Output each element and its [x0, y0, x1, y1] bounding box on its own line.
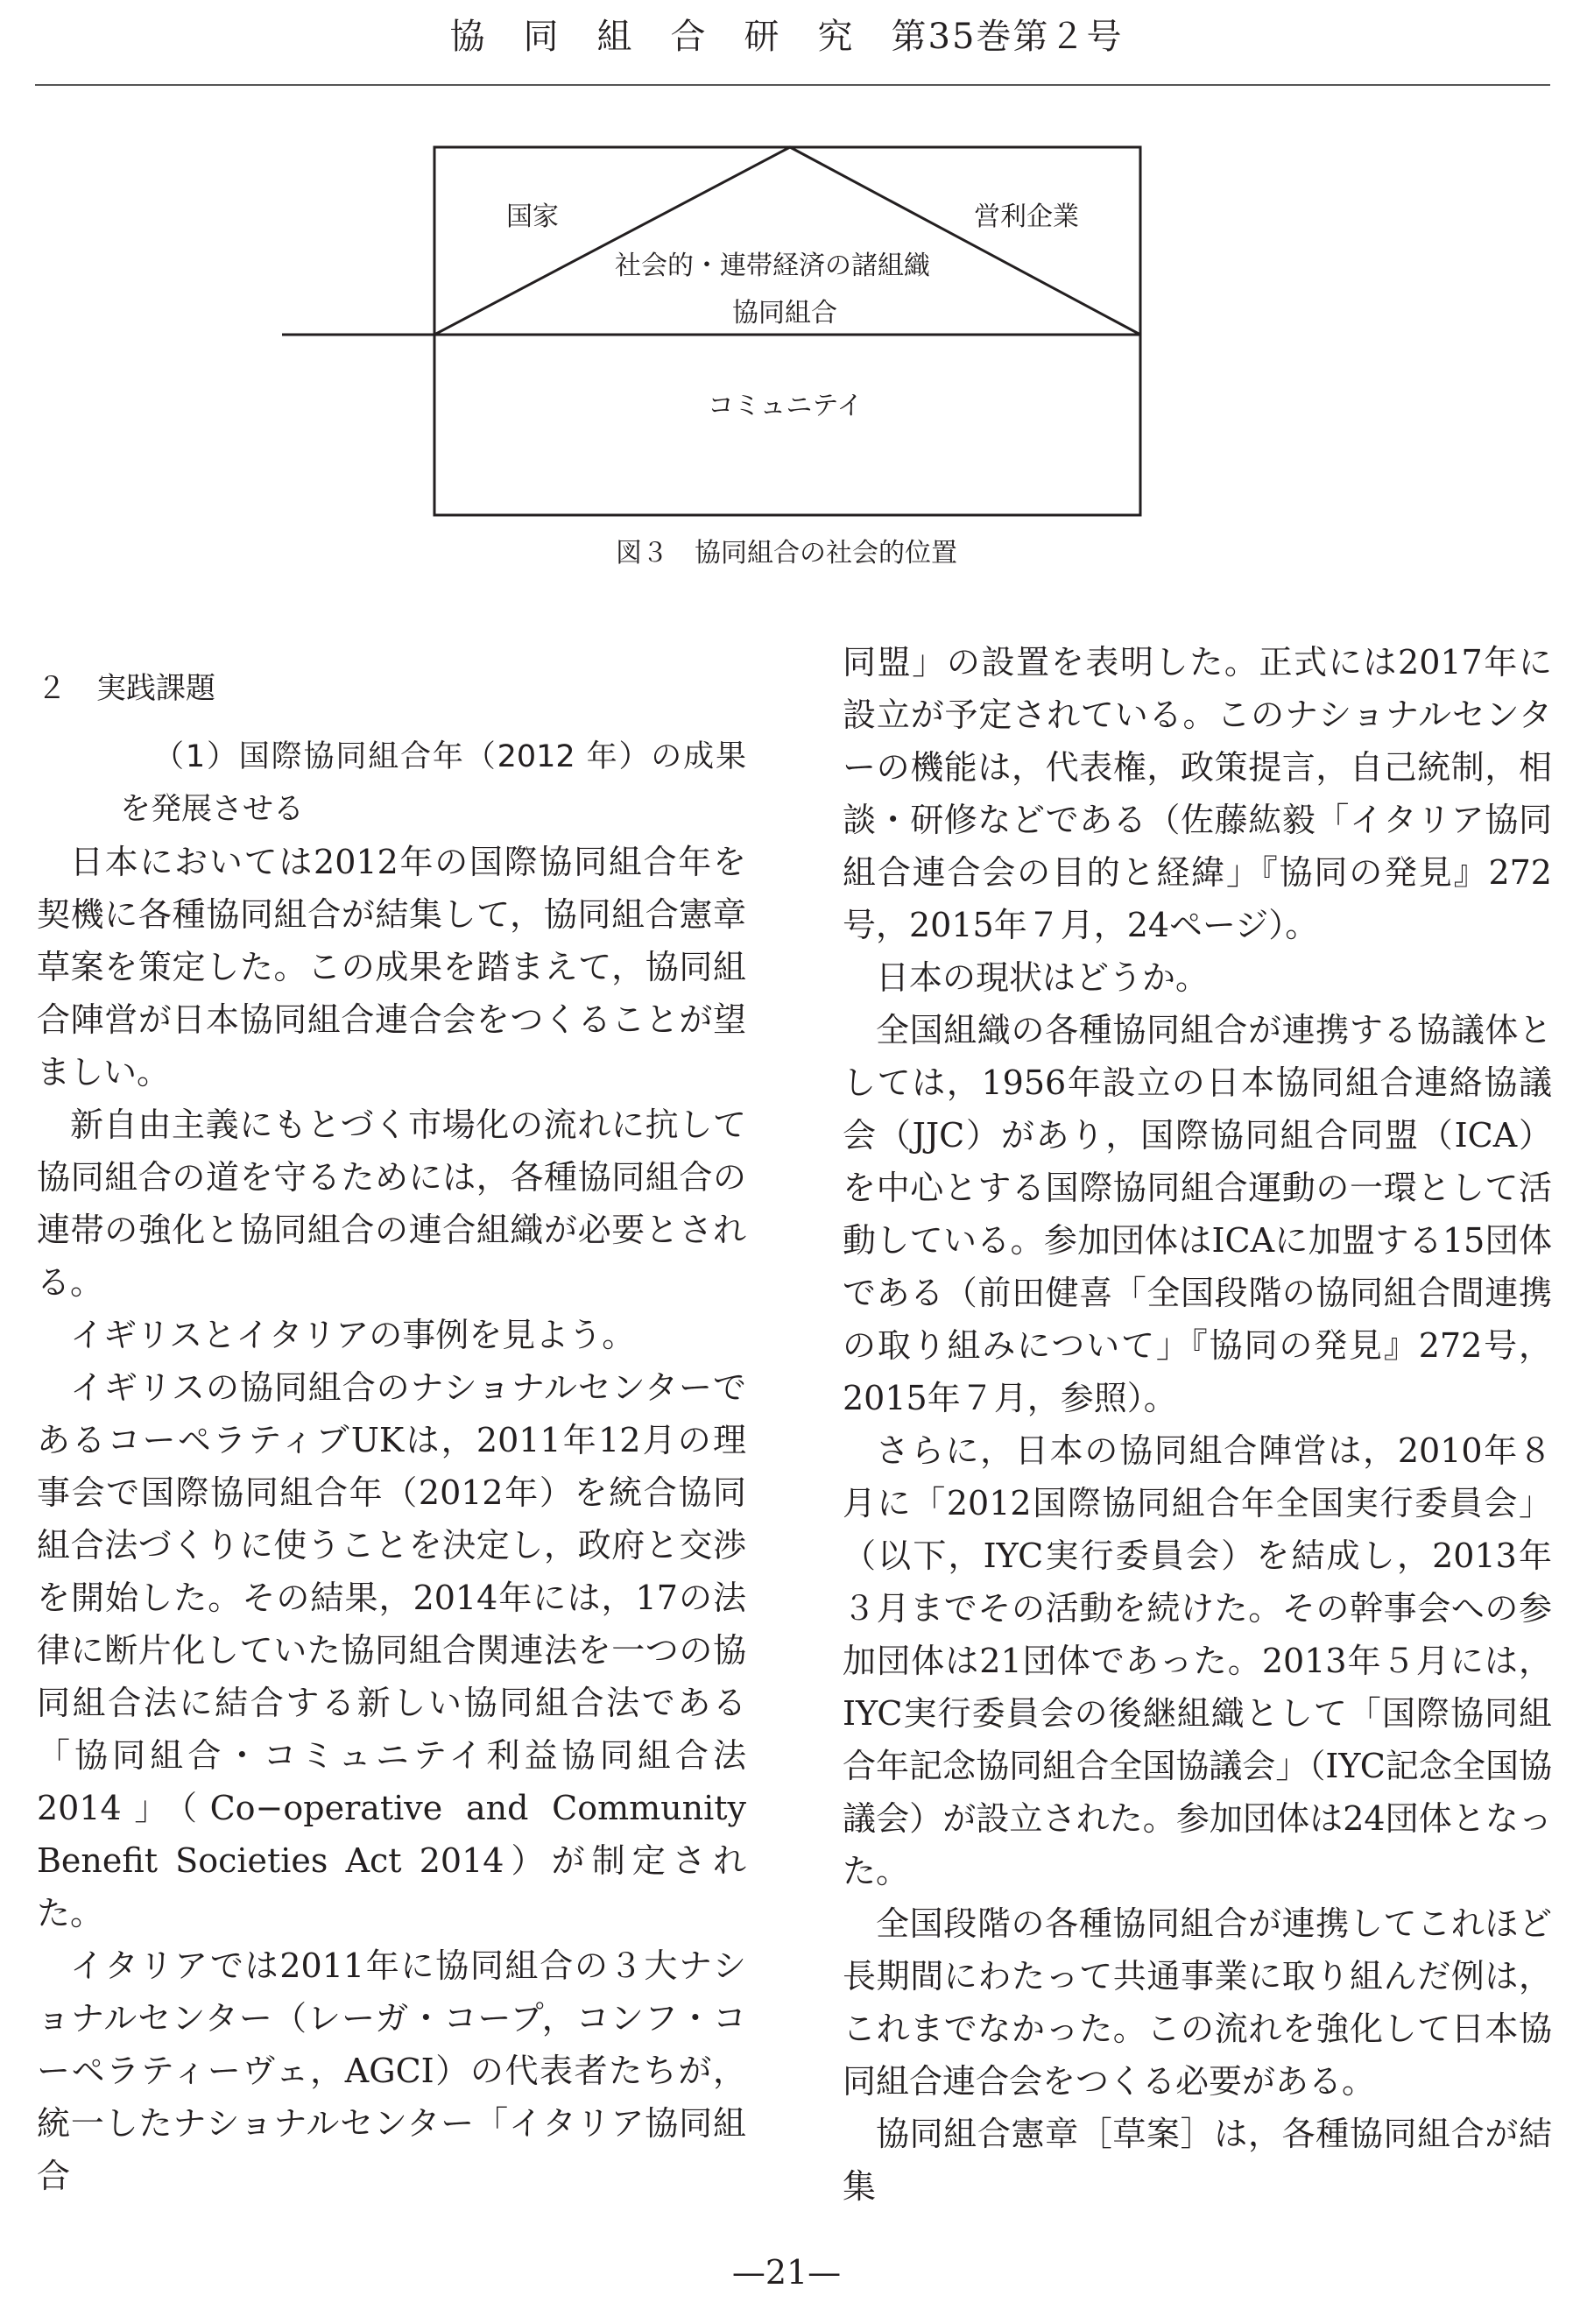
- figure-caption: 図３ 協同組合の社会的位置: [616, 538, 957, 569]
- paragraph: さらに，日本の協同組合陣営は，2010年８月に「2012国際協同組合年全国実行委員会」（以下，IYC実行委員会）を結成し，2013年３月までその活動を続けた。その幹事会への参加団体は21団体であった。2013年５月には，IYC実行委員会の後継組織として「国際協同組合年記念協同組合全国協議会」（IYC記念全国協議会）が設立された。参加団体は24団体となった。: [843, 1431, 1552, 1890]
- label-for-profit-enterprise: 営利企業: [974, 201, 1079, 232]
- label-community: コミュニテイ: [708, 391, 864, 421]
- label-social-solidarity-economy: 社会的・連帯経済の諸組織: [615, 251, 930, 281]
- paragraph: 協同組合憲章［草案］は，各種協同組合が結集: [843, 2115, 1552, 2206]
- paragraph: イギリスの協同組合のナショナルセンターであるコーペラティブUKは，2011年12月の理事会で国際協同組合年（2012年）を統合協同組合法づくりに使うことを決定し，政府と交渉を開始した。その結果，2014年には，17の法律に断片化していた協同組合関連法を一つの協同組合法に結合する新しい協同組合法である「協同組合・コミュニテイ利益協同組合法2014」（Co−operative and Community Benefit Societies Act 2014）が制定された。: [37, 1368, 746, 1932]
- header-divider: [35, 84, 1550, 86]
- label-state: 国家: [506, 201, 559, 232]
- paragraph: 日本の現状はどうか。: [876, 958, 1210, 997]
- diagram-lines: [0, 131, 1573, 587]
- paragraph: イギリスとイタリアの事例を見よう。: [70, 1316, 636, 1354]
- figure-social-position-diagram: [0, 131, 1573, 587]
- paragraph: 同盟」の設置を表明した。正式には2017年に設立が予定されている。このナショナルセンターの機能は，代表権，政策提言，自己統制，相談・研修などである（佐藤紘毅「イタリア協同組合連合会の目的と経緯」『協同の発見』272号，2015年７月，24ページ）。: [843, 643, 1552, 944]
- paragraph: 新自由主義にもとづく市場化の流れに抗して協同組合の道を守るためには，各種協同組合の連帯の強化と協同組合の連合組織が必要とされる。: [37, 1105, 746, 1302]
- running-header: 協 同 組 合 研 究 第35巻第２号: [449, 17, 1124, 57]
- paragraph: 全国組織の各種協同組合が連携する協議体としては，1956年設立の日本協同組合連絡協議会（JJC）があり，国際協同組合同盟（ICA）を中心とする国際協同組合運動の一環として活動している。参加団体はICAに加盟する15団体である（前田健喜「全国段階の協同組合間連携の取り組みについて」『協同の発見』272号，2015年７月，参照）。: [843, 1011, 1552, 1417]
- subsection-heading: （1）国際協同組合年（2012 年）の成果を発展させる: [120, 739, 746, 827]
- paragraph: 日本においては2012年の国際協同組合年を契機に各種協同組合が結集して，協同組合憲章草案を策定した。この成果を踏まえて，協同組合陣営が日本協同組合連合会をつくることが望ましい。: [37, 843, 746, 1091]
- page-number: —21—: [731, 2253, 842, 2292]
- left-column: [37, 652, 746, 2202]
- label-cooperatives: 協同組合: [732, 298, 837, 328]
- paragraph: 全国段階の各種協同組合が連携してこれほど長期間にわたって共通事業に取り組んだ例は，これまでなかった。この流れを強化して日本協同組合連合会をつくる必要がある。: [843, 1904, 1552, 2101]
- section-heading: ２ 実践課題: [37, 671, 215, 706]
- paragraph: イタリアでは2011年に協同組合の３大ナショナルセンター（レーガ・コープ，コンフ・コーペラティーヴェ，AGCI）の代表者たちが，統一したナショナルセンター「イタリア協同組合: [37, 1946, 746, 2195]
- right-column: [843, 636, 1552, 2213]
